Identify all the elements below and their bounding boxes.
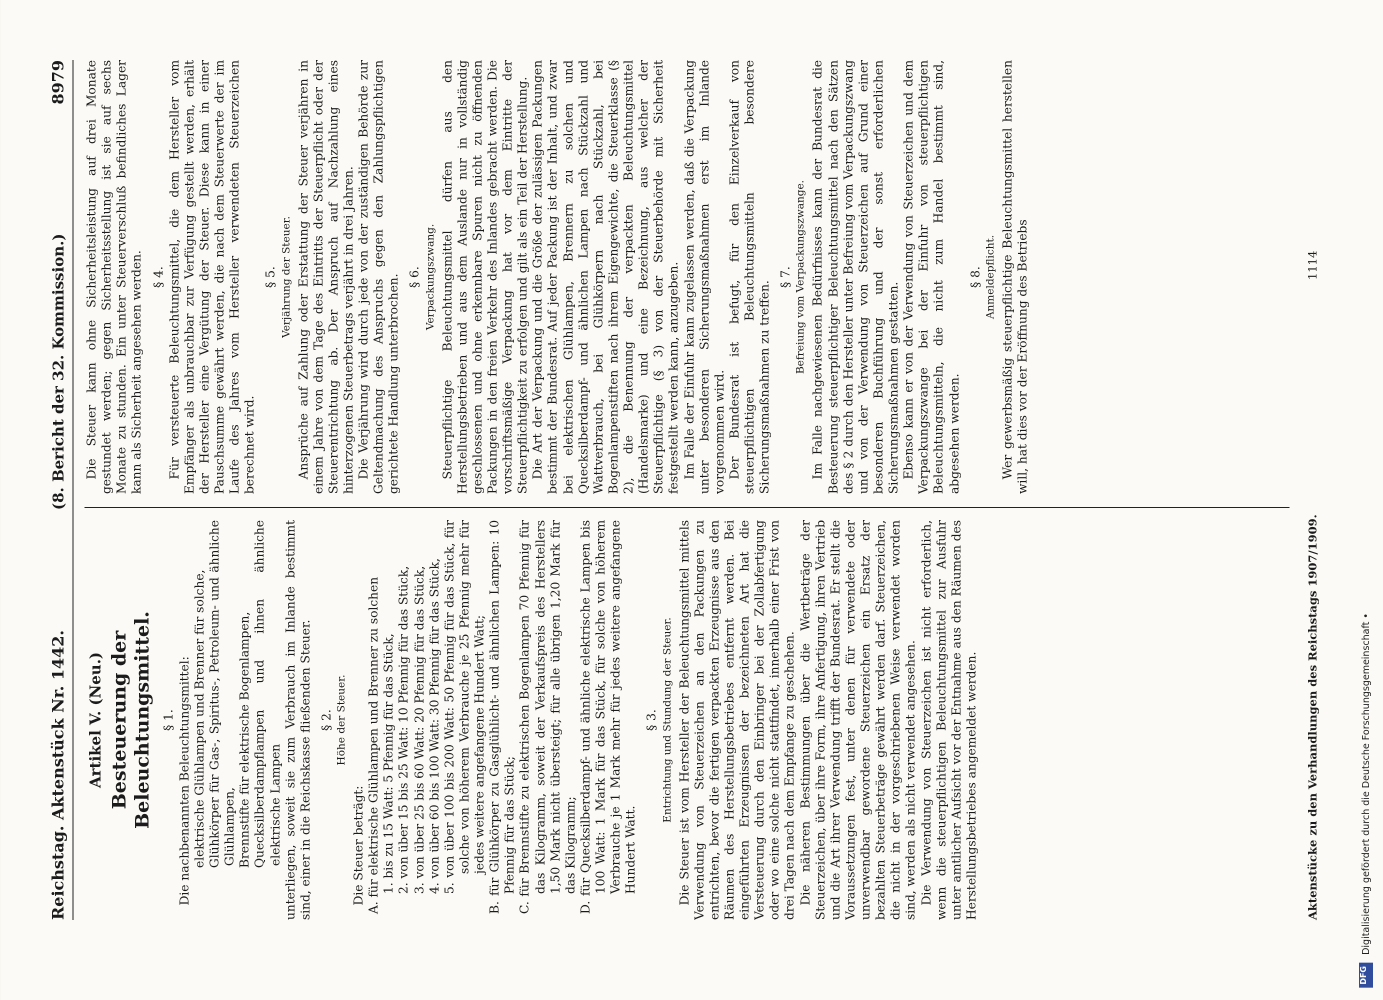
header-middle: (8. Bericht der 32. Kommission.) [49, 233, 68, 511]
footer-page-number: 1114 [1304, 250, 1319, 280]
section-heading: § 7. [778, 266, 793, 288]
section-subtitle: Verpackungszwang. [423, 223, 436, 331]
page-header [42, 60, 68, 920]
list-item: 3. von über 25 bis 60 Watt: 20 Pfennig für das Stück, [411, 565, 426, 894]
paragraph: Die Verjährung wird durch jede von der zuständigen Behörde zur Geltendmachung des Anspruchs gegen den Zahlungspflichtigen gerichtete Handlung unterbrochen. [356, 60, 401, 494]
paragraph: Die Verwendung von Steuerzeichen ist nicht erforderlich, wenn die steuerpflichtigen Beleuchtungsmittel zur Ausfuhr unter amtlicher Aufsicht vor der Entnahme aus den Räumen des Herstellungsbetriebes angemeldet werden. [918, 520, 978, 920]
list-item: D. für Quecksilberdampf- und ähnliche elektrische Lampen bis 100 Watt: 1 Mark für das Stück, für solche von höherem Verbrauche je 1 Mark mehr für jedes weitere angefangene Hundert Watt. [577, 520, 638, 914]
section-subtitle: Höhe der Steuer. [335, 674, 348, 766]
section-heading: § 4. [150, 266, 165, 288]
section-subtitle: Anmeldepflicht. [983, 234, 996, 320]
list-item: elektrische Glühlampen und Brenner für solche, [191, 569, 206, 868]
page-footer: Aktenstücke zu den Verhandlungen des Reichstags 1907/1909. [1304, 514, 1319, 920]
paragraph: Die nachbenannten Beleuchtungsmittel: [176, 656, 191, 906]
section-heading: § 6. [407, 266, 422, 288]
list-item: Quecksilberdampflampen und ihnen ähnliche elektrische Lampen [252, 520, 282, 868]
list-item: B. für Glühkörper zu Gasglühlicht- und ähnlichen Lampen: 10 Pfennig für das Stück; [487, 520, 517, 914]
article-title: Besteuerung der Beleuchtungsmittel. [107, 611, 154, 829]
dfg-logo: DFG [1359, 963, 1373, 988]
header-left: Reichstag. Aktenstück Nr. 1442. [48, 630, 68, 920]
paragraph: Ansprüche auf Zahlung oder Erstattung der Steuer verjähren in einem Jahre von dem Tage des Eintritts der Steuerpflicht oder der Steuerentrichtung ab. Der Anspruch auf Nachzahlung eines hinterzogenen Steuerbetrags verjährt in drei Jahren. [295, 60, 355, 494]
section-heading: § 5. [263, 266, 278, 288]
paragraph: Wer gewerbsmäßig steuerpflichtige Beleuchtungsmittel herstellen will, hat dies vor der Eröffnung des Betriebs [999, 60, 1029, 494]
page-number: 8979 [48, 60, 68, 105]
section-subtitle: Befreiung vom Verpackungszwange. [794, 179, 807, 375]
section-heading: § 1. [160, 709, 175, 731]
paragraph: Der Bundesrat ist befugt, für den Einzelverkauf von steuerpflichtigen Beleuchtungsmitteln besondere Sicherungsmaßnahmen zu treffen. [726, 60, 772, 494]
section-heading: § 8. [967, 266, 982, 288]
list-item: 5. von über 100 bis 200 Watt: 50 Pfennig für das Stück, für solche von höherem Verbrauche je 25 Pfennig mehr für jedes weitere angefangene Hundert Watt; [441, 520, 487, 894]
paragraph: Ebenso kann er von der Verwendung von Steuerzeichen und dem Verpackungszwange bei der Einfuhr von steuerpflichtigen Beleuchtungsmitteln, die nicht zum Handel bestimmt sind, abgesehen werden. [901, 60, 961, 494]
paragraph: Für versteuerte Beleuchtungsmittel, die dem Hersteller vom Empfänger als unbrauchbar zur Verfügung gestellt werden, erhält der Hersteller eine Vergütung der Steuer. Diese kann in einer Pauschsumme gewährt werden, die nach dem Steuerwerte der im Laufe des Jahres vom Hersteller verwendeten Steuerzeichen berechnet wird. [166, 60, 257, 494]
paragraph: Die näheren Bestimmungen über die Wertbeträge der Steuerzeichen, über ihre Form, ihre Anfertigung, ihren Vertrieb und die Art ihrer Verwendung trifft der Bundesrat. Er stellt die Voraussetzungen fest, unter denen für verwendete oder unverwendbar gewordene Steuerzeichen ein Ersatz der bezahlten Steuerbeträge gewährt werden darf. Steuerzeichen, die nicht in der vorgeschriebenen Weise verwendet worden sind, werden als nicht verwendet angesehen. [797, 520, 918, 920]
section-subtitle: Verjährung der Steuer. [279, 216, 292, 338]
list-item: C. für Brennstifte zu elektrischen Bogenlampen 70 Pfennig für das Kilogramm, soweit der Verkaufspreis des Herstellers 1,50 Mark nicht übersteigt; für alle übrigen 1,20 Mark für das Kilogramm; [517, 520, 577, 914]
list-item: 2. von über 15 bis 25 Watt: 10 Pfennig für das Stück, [396, 565, 411, 894]
paragraph: unterliegen, soweit sie zum Verbrauch im Inlande bestimmt sind, einer in die Reichskasse fließenden Steuer. [282, 520, 312, 920]
section-heading: § 3. [644, 709, 659, 731]
left-column [84, 520, 1284, 920]
list-item: Brennstifte für elektrische Bogenlampen, [237, 611, 252, 868]
digitization-credit [1357, 12, 1375, 988]
paragraph: Die Steuer ist vom Hersteller der Beleuchtungsmittel mittels Verwendung von Steuerzeichen an den Packungen zu entrichten, bevor die fertigen verpackten Erzeugnisse aus den Räumen des Herstellungsbetriebes entfernt werden. Bei eingeführten Erzeugnissen der bezeichneten Art hat die Versteuerung durch den Einbringer bei der Zollabfertigung oder wo eine solche nicht stattfindet, innerhalb einer Frist von drei Tagen nach dem Empfange zu geschehen. [676, 520, 797, 920]
header-rule [72, 60, 73, 920]
right-column [84, 60, 1284, 494]
paragraph: Die Steuer kann ohne Sicherheitsleistung auf drei Monate gestundet werden; gegen Sicherheitsstellung ist sie auf sechs Monate zu stunden. Ein unter Steuerverschluß befindliches Lager kann als Sicherheit angesehen werden. [84, 60, 144, 494]
list-item: Glühkörper für Gas-, Spiritus-, Petroleum- und ähnliche Glühlampen, [207, 520, 237, 868]
article-heading: Artikel V. (Neu.) [86, 651, 104, 789]
paragraph: Die Art der Verpackung und die Größe der zulässigen Packungen bestimmt der Bundesrat. Auf jeder Packung ist der Inhalt, und zwar bei elektrischen Glühlampen, Brennern zu solchen und Quecksilberdampf- und ähnlichen Lampen nach Stückzahl und Wattverbrauch, bei Glühkörpern nach Stückzahl, bei Bogenlampenstiften nach ihrem Eigengewichte, die Steuerklasse (§ 2), die Benennung der verpackten Beleuchtungsmittel (Handelsmarke) und eine Bezeichnung, aus welcher der Steuerpflichtige (§ 3) von der Steuerbehörde mit Sicherheit festgestellt werden kann, anzugeben. [530, 60, 681, 494]
list-item: A. für elektrische Glühlampen und Brenner zu solchen [366, 576, 381, 914]
paragraph: Die Steuer beträgt: [351, 785, 366, 906]
section-heading: § 2. [318, 709, 333, 731]
paragraph: Im Falle nachgewiesenen Bedürfnisses kann der Bundesrat die Besteuerung steuerpflichtiger Beleuchtungsmittel nach den Sätzen des § 2 durch den Hersteller unter Befreiung vom Verpackungszwang und von der Verwendung von Steuerzeichen auf Grund einer besonderen Buchführung und der sonst erforderlichen Sicherungsmaßnahmen gestatten. [810, 60, 901, 494]
section-subtitle: Entrichtung und Stundung der Steuer. [660, 617, 673, 823]
paragraph: Im Falle der Einfuhr kann zugelassen werden, daß die Verpackung unter besonderen Sicherungsmaßnahmen erst im Inlande vorgenommen wird. [681, 60, 726, 494]
list-item: 1. bis zu 15 Watt: 5 Pfennig für das Stück, [381, 633, 396, 894]
column-rule [84, 507, 1289, 508]
credit-text: Digitalisierung gefördert durch die Deutsche Forschungsgemeinschaft • [1360, 613, 1372, 956]
paragraph: Steuerpflichtige Beleuchtungsmittel dürfen aus den Herstellungsbetrieben und aus dem Auslande nur in vollständig geschlossenen und ohne erkennbare Spuren nicht zu öffnenden Packungen in den freien Verkehr des Inlandes gebracht werden. Die vorschriftsmäßige Verpackung hat vor dem Eintritte der Steuerpflichtigkeit zu erfolgen und gilt als ein Teil der Herstellung. [439, 60, 530, 494]
list-item: 4. von über 60 bis 100 Watt: 30 Pfennig für das Stück, [426, 558, 441, 894]
